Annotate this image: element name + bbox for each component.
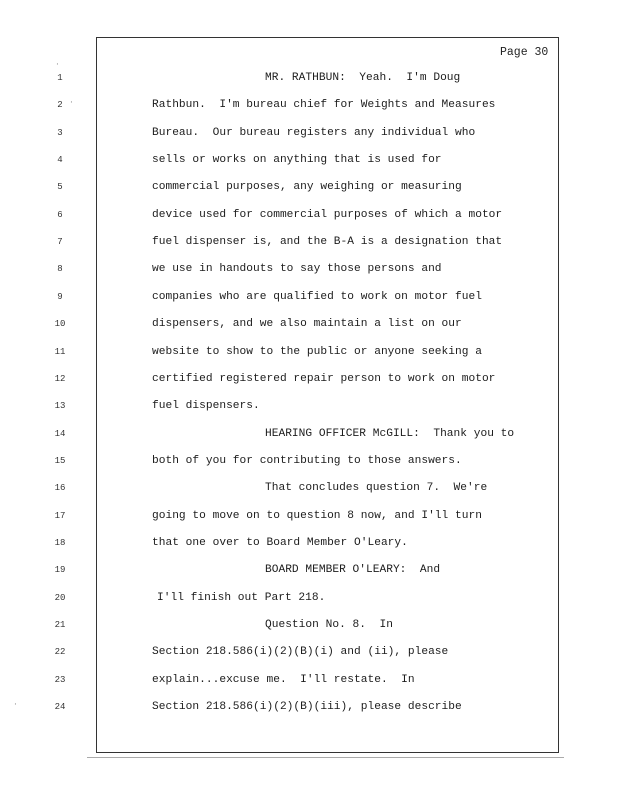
transcript-line: explain...excuse me. I'll restate. In: [152, 673, 415, 686]
line-number: 8: [57, 264, 63, 275]
transcript-line: Section 218.586(i)(2)(B)(iii), please describe: [152, 701, 462, 714]
page-number: Page 30: [500, 46, 549, 59]
line-number: 16: [54, 483, 66, 494]
line-number: 6: [57, 209, 63, 220]
transcript-line: MR. RATHBUN: Yeah. I'm Doug: [265, 72, 461, 84]
transcript-line: commercial purposes, any weighing or measuring: [152, 181, 462, 194]
transcript-line: HEARING OFFICER McGILL: Thank you to: [265, 427, 515, 440]
transcript-line: that one over to Board Member O'Leary.: [152, 536, 408, 549]
line-number: 21: [54, 620, 66, 630]
transcript-line: Rathbun. I'm bureau chief for Weights and Measures: [152, 99, 496, 112]
transcript-line: sells or works on anything that is used for: [152, 154, 442, 167]
scan-mark: ·: [70, 98, 73, 108]
scan-mark: ·: [14, 700, 17, 710]
transcript-line: both of you for contributing to those answers.: [152, 454, 462, 467]
line-number: 20: [54, 592, 66, 603]
line-number: 12: [54, 373, 66, 384]
transcript-line: BOARD MEMBER O'LEARY: And: [265, 564, 441, 577]
transcript-line: fuel dispenser is, and the B-A is a designation that: [152, 236, 503, 249]
line-number: 10: [54, 319, 66, 330]
line-number: 22: [54, 647, 66, 658]
transcript-line: we use in handouts to say those persons and: [152, 263, 442, 276]
transcript-line: going to move on to question 8 now, and I'll turn: [152, 509, 482, 522]
transcript-line: website to show to the public or anyone seeking a: [152, 345, 482, 358]
transcript-line: device used for commercial purposes of which a motor: [152, 208, 503, 221]
transcript-line: That concludes question 7. We're: [265, 482, 488, 495]
line-number: 7: [57, 237, 63, 248]
line-number: 17: [54, 510, 66, 521]
line-number: 13: [54, 401, 66, 412]
line-number: 18: [54, 537, 66, 548]
scan-mark: ·: [56, 60, 59, 70]
line-number: 11: [54, 346, 66, 357]
transcript-line: dispensers, and we also maintain a list on our: [152, 318, 462, 331]
line-number: 15: [54, 455, 66, 466]
line-number: 5: [57, 182, 63, 193]
transcript-line: certified registered repair person to work on motor: [152, 372, 496, 385]
line-number: 24: [54, 702, 66, 713]
transcript-line: Bureau. Our bureau registers any individual who: [152, 126, 476, 139]
line-number: 19: [54, 565, 66, 576]
transcript-line: fuel dispensers.: [152, 400, 260, 413]
line-number: 23: [54, 674, 66, 685]
transcript-line: companies who are qualified to work on motor fuel: [152, 290, 482, 303]
line-number: 1: [57, 73, 63, 83]
line-number: 3: [57, 127, 63, 138]
line-number: 14: [54, 428, 66, 439]
transcript-line: Question No. 8. In: [265, 619, 393, 631]
transcript-line: Section 218.586(i)(2)(B)(i) and (ii), please: [152, 646, 449, 659]
transcript-line: I'll finish out Part 218.: [157, 591, 326, 604]
line-number: 4: [57, 155, 63, 166]
line-number: 9: [57, 291, 63, 302]
line-number: 2: [57, 100, 63, 111]
